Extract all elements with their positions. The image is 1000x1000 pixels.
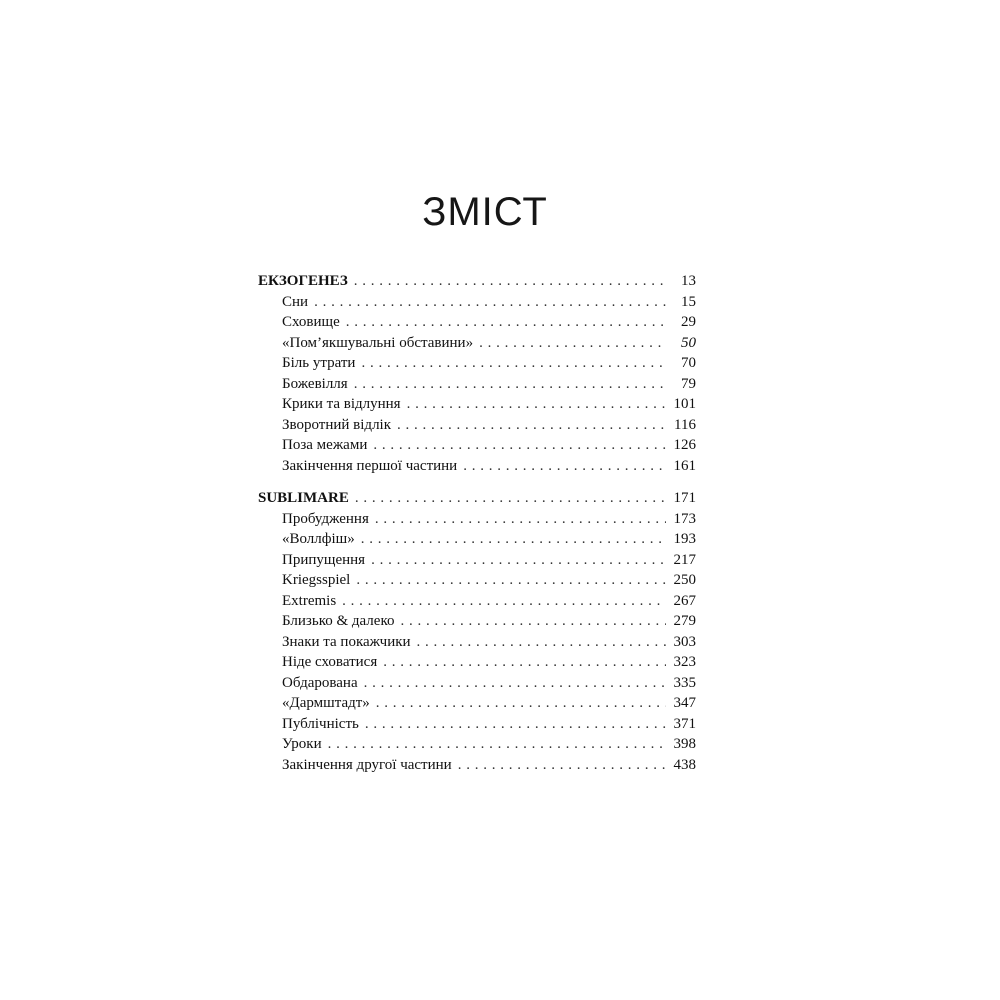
toc-page-number: 267 bbox=[673, 592, 696, 609]
toc-entry-label: Уроки bbox=[282, 736, 322, 752]
dot-leader bbox=[375, 509, 666, 530]
toc-page-number: 193 bbox=[673, 531, 696, 547]
dot-leader bbox=[417, 632, 666, 653]
toc-page-number: 173 bbox=[673, 510, 696, 527]
toc-page-number: 70 bbox=[681, 355, 696, 371]
dot-leader bbox=[355, 488, 666, 509]
toc-page-number: 335 bbox=[673, 674, 696, 691]
dot-leader bbox=[364, 673, 666, 694]
toc-chapter-entry[interactable] bbox=[258, 394, 696, 415]
toc-entry-label: Зворотний відлік bbox=[282, 416, 392, 433]
toc-entry-label: Припущення bbox=[282, 551, 366, 568]
dot-leader bbox=[365, 714, 666, 735]
toc-page-number: 29 bbox=[681, 314, 696, 330]
toc-page-number: 438 bbox=[673, 756, 696, 773]
toc-page-number: 101 bbox=[673, 396, 696, 412]
toc-part-heading[interactable] bbox=[258, 271, 696, 292]
toc-chapter-entry[interactable] bbox=[258, 611, 696, 632]
dot-leader bbox=[361, 529, 666, 550]
toc-page-number: 303 bbox=[673, 633, 696, 650]
toc-page-number: 15 bbox=[681, 293, 696, 310]
toc-section bbox=[258, 488, 696, 775]
dot-leader bbox=[328, 734, 666, 755]
toc-entry-label: Сховище bbox=[282, 314, 340, 330]
toc-entry-label: Ніде сховатися bbox=[282, 654, 378, 670]
dot-leader bbox=[346, 312, 666, 333]
toc-chapter-entry[interactable] bbox=[258, 652, 696, 673]
toc-entry-label: Близько & далеко bbox=[282, 613, 395, 629]
toc-entry-label: SUBLIMARE bbox=[258, 490, 349, 506]
toc-page-number: 171 bbox=[673, 490, 696, 506]
toc-part-heading[interactable] bbox=[258, 488, 696, 509]
toc-chapter-entry[interactable] bbox=[258, 415, 696, 436]
dot-leader bbox=[361, 353, 666, 374]
toc-page-number: 13 bbox=[681, 273, 696, 289]
toc-entry-label: ЕКЗОГЕНЕЗ bbox=[258, 273, 348, 289]
toc-entry-label: Закінчення другої частини bbox=[282, 756, 452, 773]
toc-chapter-entry[interactable] bbox=[258, 693, 696, 714]
toc-chapter-entry[interactable] bbox=[258, 714, 696, 735]
toc-chapter-entry[interactable] bbox=[258, 755, 696, 776]
dot-leader bbox=[383, 652, 666, 673]
toc-page-number: 279 bbox=[673, 613, 696, 629]
toc-page-number: 398 bbox=[673, 736, 696, 752]
toc-entry-label: Крики та відлуння bbox=[282, 396, 401, 412]
toc-chapter-entry[interactable] bbox=[258, 570, 696, 591]
toc-chapter-entry[interactable] bbox=[258, 591, 696, 612]
toc-chapter-entry[interactable] bbox=[258, 374, 696, 395]
dot-leader bbox=[354, 374, 666, 395]
toc-chapter-entry[interactable] bbox=[258, 312, 696, 333]
toc-entry-label: Знаки та покажчики bbox=[282, 633, 411, 650]
toc-entry-label: «Воллфіш» bbox=[282, 531, 355, 547]
toc-page-number: 323 bbox=[673, 654, 696, 670]
dot-leader bbox=[397, 415, 666, 436]
dot-leader bbox=[458, 755, 666, 776]
toc-entry-label: «Дармштадт» bbox=[282, 695, 370, 711]
toc-entry-label: Поза межами bbox=[282, 437, 368, 453]
toc-entry-label: Закінчення першої частини bbox=[282, 457, 458, 474]
toc-entry-label: Обдарована bbox=[282, 674, 358, 691]
toc-chapter-entry[interactable] bbox=[258, 529, 696, 550]
dot-leader bbox=[407, 394, 666, 415]
toc-entry-label: Сни bbox=[282, 293, 309, 310]
toc-entry-label: «Пом’якшувальні обставини» bbox=[282, 334, 474, 351]
dot-leader bbox=[354, 271, 666, 292]
toc-entry-label: Extremis bbox=[282, 592, 337, 609]
dot-leader bbox=[479, 333, 666, 354]
toc-entry-label: Kriegsspiel bbox=[282, 572, 351, 588]
toc-chapter-entry[interactable] bbox=[258, 435, 696, 456]
dot-leader bbox=[371, 550, 666, 571]
toc-entry-label: Пробудження bbox=[282, 510, 369, 527]
toc-chapter-entry[interactable] bbox=[258, 456, 696, 477]
toc-entry-label: Божевілля bbox=[282, 375, 348, 392]
toc-chapter-entry[interactable] bbox=[258, 509, 696, 530]
dot-leader bbox=[400, 611, 666, 632]
dot-leader bbox=[373, 435, 666, 456]
toc-page-number: 371 bbox=[673, 715, 696, 732]
dot-leader bbox=[463, 456, 666, 477]
toc-page-number: 161 bbox=[673, 457, 696, 474]
toc-chapter-entry[interactable] bbox=[258, 734, 696, 755]
toc-chapter-entry[interactable] bbox=[258, 292, 696, 313]
toc-list bbox=[258, 271, 696, 787]
page-title: ЗМІСТ bbox=[422, 190, 548, 234]
toc-chapter-entry[interactable] bbox=[258, 333, 696, 354]
toc-chapter-entry[interactable] bbox=[258, 632, 696, 653]
dot-leader bbox=[342, 591, 666, 612]
toc-page-number: 347 bbox=[673, 695, 696, 711]
dot-leader bbox=[314, 292, 666, 313]
toc-page-number: 79 bbox=[681, 375, 696, 392]
toc-chapter-entry[interactable] bbox=[258, 673, 696, 694]
toc-entry-label: Публічність bbox=[282, 715, 359, 732]
toc-page-number: 116 bbox=[674, 416, 696, 433]
dot-leader bbox=[356, 570, 666, 591]
toc-page-number: 250 bbox=[673, 572, 696, 588]
dot-leader bbox=[376, 693, 666, 714]
toc-chapter-entry[interactable] bbox=[258, 550, 696, 571]
toc-entry-label: Біль утрати bbox=[282, 355, 356, 371]
toc-chapter-entry[interactable] bbox=[258, 353, 696, 374]
toc-section bbox=[258, 271, 696, 476]
toc-page-number: 126 bbox=[673, 437, 696, 453]
toc-page-number: 50 bbox=[681, 334, 696, 351]
toc-page-number: 217 bbox=[673, 551, 696, 568]
